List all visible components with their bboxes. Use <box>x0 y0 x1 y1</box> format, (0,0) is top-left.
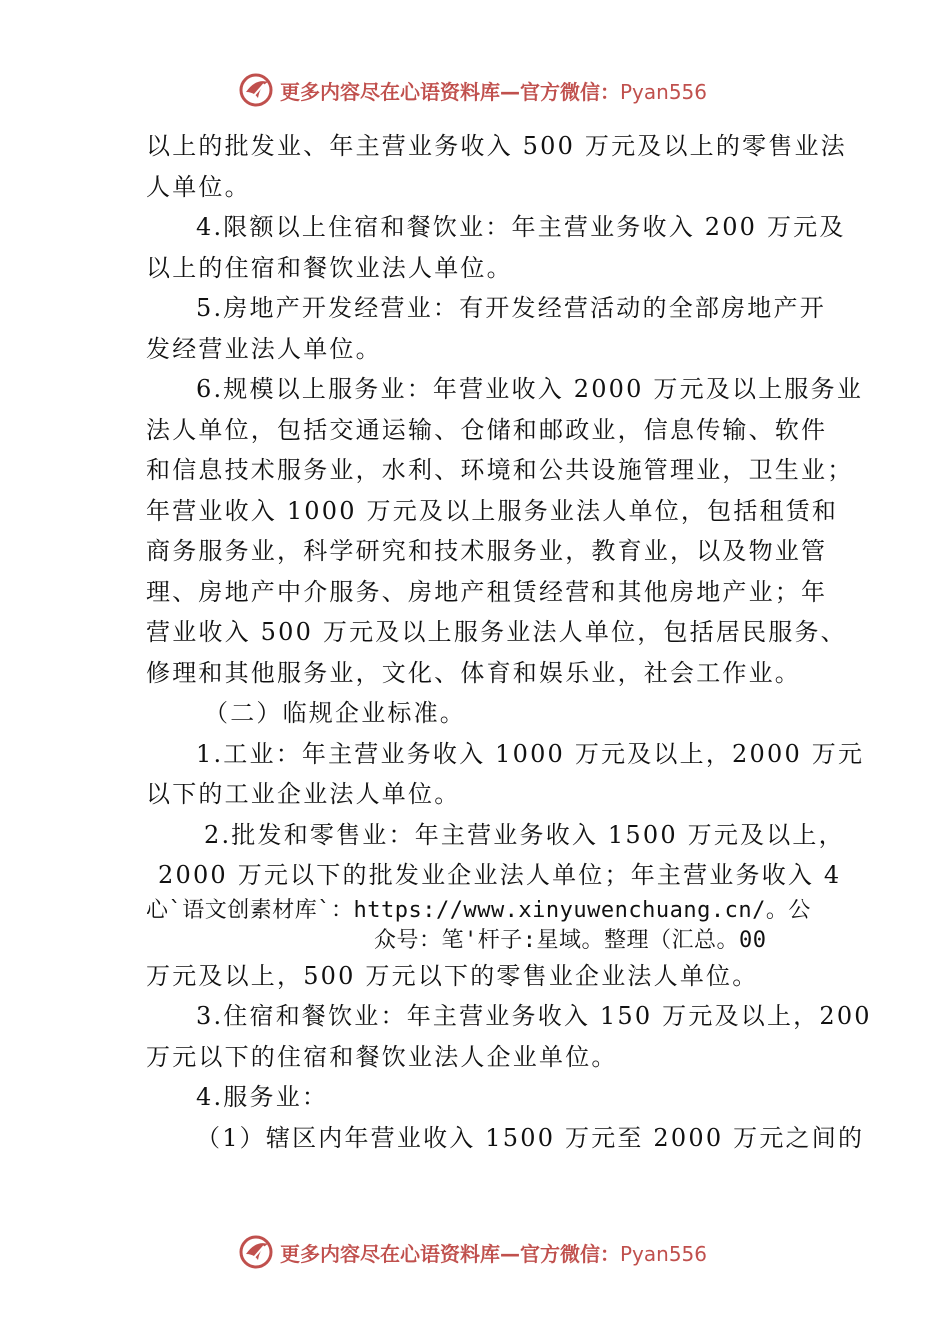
brand-logo-icon <box>238 72 274 108</box>
document-body <box>146 126 872 1158</box>
body-line: 以上的住宿和餐饮业法人单位。 <box>146 253 513 282</box>
watermark-line: 心`语文创素材库`：https://www.xinyuwenchuang.cn/。公 <box>146 897 811 923</box>
header-banner-text: 更多内容尽在心语资料库—官方微信：Pyan556 <box>280 79 708 104</box>
body-line: 4.服务业： <box>196 1083 329 1111</box>
body-line: 2.批发和零售业：年主营业务收入 1500 万元及以上， <box>204 820 845 849</box>
body-line: 万元以下的住宿和餐饮业法人企业单位。 <box>146 1042 618 1071</box>
watermark-line: 众号：笔'杆子:星域。整理（汇总。00 <box>374 927 767 953</box>
body-line: 以下的工业企业法人单位。 <box>146 780 461 808</box>
body-line: 3.住宿和餐饮业：年主营业务收入 150 万元及以上，200 <box>196 1002 872 1030</box>
footer-banner <box>238 1232 758 1272</box>
footer-banner-text: 更多内容尽在心语资料库—官方微信：Pyan556 <box>280 1241 708 1266</box>
body-line: 人单位。 <box>146 172 251 201</box>
body-line: 修理和其他服务业，文化、体育和娱乐业，社会工作业。 <box>146 658 801 687</box>
body-line: 1.工业：年主营业务收入 1000 万元及以上，2000 万元 <box>196 739 865 768</box>
body-line: 4.限额以上住宿和餐饮业：年主营业务收入 200 万元及 <box>196 213 846 241</box>
body-line: 年营业收入 1000 万元及以上服务业法人单位，包括租赁和 <box>146 496 839 525</box>
body-line: 2000 万元以下的批发业企业法人单位；年主营业务收入 4 <box>158 861 842 889</box>
header-banner <box>238 70 758 110</box>
header-wechat-id: Pyan556 <box>620 79 708 104</box>
body-line: 5.房地产开发经营业：有开发经营活动的全部房地产开 <box>196 294 826 322</box>
body-line: 以上的批发业、年主营业务收入 500 万元及以上的零售业法 <box>146 132 847 160</box>
body-line: 6.规模以上服务业：年营业收入 2000 万元及以上服务业 <box>196 375 864 403</box>
body-line: 和信息技术服务业，水利、环境和公共设施管理业，卫生业； <box>146 456 854 484</box>
body-line: （1）辖区内年营业收入 1500 万元至 2000 万元之间的 <box>196 1123 865 1152</box>
body-line: 发经营业法人单位。 <box>146 334 382 363</box>
section-heading: （二）临规企业标准。 <box>204 699 466 727</box>
body-line: 万元及以上，500 万元以下的零售业企业法人单位。 <box>146 961 759 990</box>
footer-wechat-id: Pyan556 <box>620 1241 708 1266</box>
body-line: 法人单位，包括交通运输、仓储和邮政业，信息传输、软件 <box>146 415 828 444</box>
brand-logo-icon <box>238 1234 274 1270</box>
body-line: 商务服务业，科学研究和技术服务业，教育业，以及物业管 <box>146 537 828 565</box>
body-line: 营业收入 500 万元及以上服务业法人单位，包括居民服务、 <box>146 618 847 646</box>
body-line: 理、房地产中介服务、房地产租赁经营和其他房地产业；年 <box>146 577 828 606</box>
